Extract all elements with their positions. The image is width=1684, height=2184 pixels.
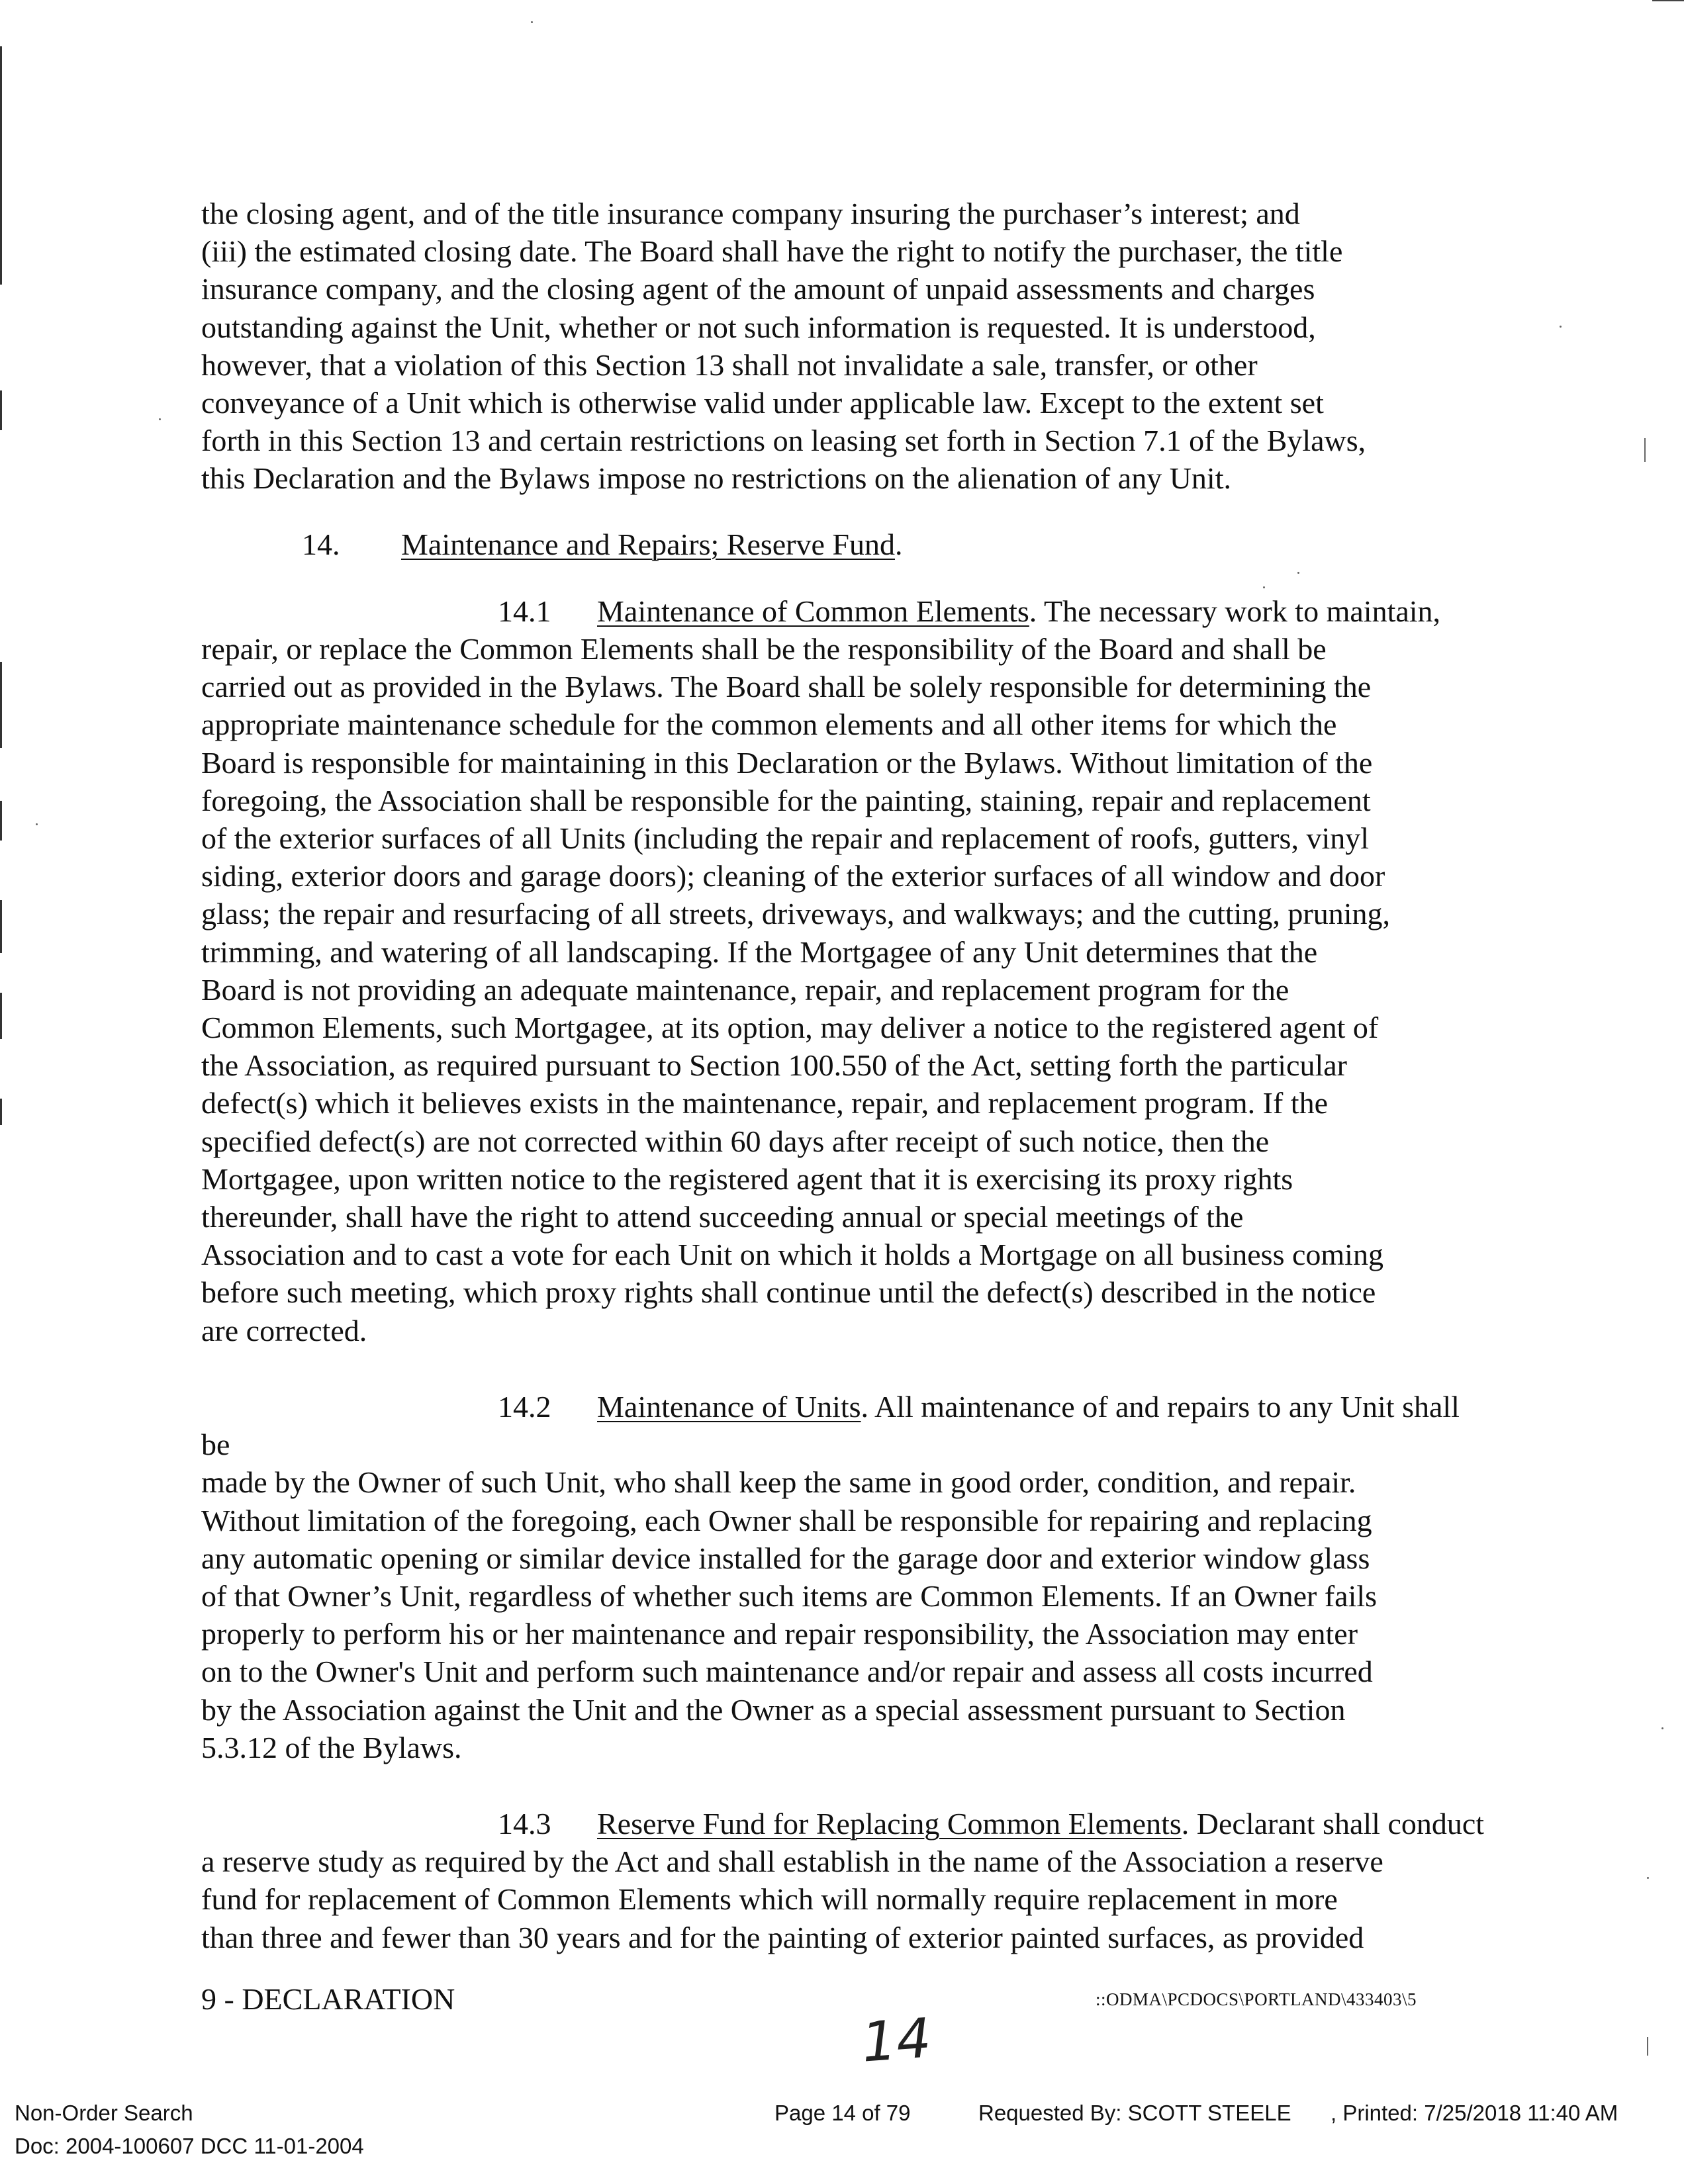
text-line: forth in this Section 13 and certain restrictions on leasing set forth in Section 7.1 of the Bylaws, [201, 424, 1366, 458]
text-line: the Association, as required pursuant to Section 100.550 of the Act, setting forth the particular [201, 1048, 1347, 1083]
subsection-first-line-text: . The necessary work to maintain, [1029, 594, 1441, 628]
text-line: any automatic opening or similar device installed for the garage door and exterior window glass [201, 1541, 1370, 1575]
scan-speck [1647, 2037, 1648, 2056]
subsection-14-1 [201, 592, 1492, 1349]
section-14-heading [201, 525, 1492, 563]
scan-edge-line [0, 390, 2, 430]
text-line: carried out as provided in the Bylaws. The Board shall be solely responsible for determining the [201, 670, 1372, 704]
text-line: Without limitation of the foregoing, each Owner shall be responsible for repairing and replacing [201, 1503, 1372, 1537]
text-line: siding, exterior doors and garage doors); cleaning of the exterior surfaces of all window and door [201, 859, 1385, 893]
scan-edge-line [0, 46, 2, 285]
text-line: appropriate maintenance schedule for the common elements and all other items for which the [201, 707, 1337, 742]
scan-speck [1644, 438, 1646, 462]
text-line: by the Association against the Unit and the Owner as a special assessment pursuant to Section [201, 1692, 1346, 1727]
section-number: 14. [302, 527, 340, 561]
subsection-first-line [201, 592, 1492, 630]
printed-timestamp: , Printed: 7/25/2018 11:40 AM [1331, 2101, 1618, 2125]
text-line: thereunder, shall have the right to attend succeeding annual or special meetings of the [201, 1200, 1244, 1234]
section-title-period: . [895, 527, 903, 561]
scan-speck [531, 21, 533, 23]
subsection-first-line-text: . Declarant shall conduct [1181, 1806, 1485, 1841]
subsection-first-line [201, 1388, 1492, 1463]
text-line: 5.3.12 of the Bylaws. [201, 1730, 462, 1764]
scan-edge-line [0, 993, 2, 1039]
handwritten-page-number: 14 [859, 2007, 933, 2075]
subsection-title: Maintenance of Common Elements [597, 594, 1029, 628]
text-line: insurance company, and the closing agent of the amount of unpaid assessments and charges [201, 272, 1315, 306]
text-line: Board is not providing an adequate maintenance, repair, and replacement program for the [201, 972, 1289, 1007]
text-line: conveyance of a Unit which is otherwise valid under applicable law. Except to the extent set [201, 386, 1324, 420]
subsection-number: 14.1 [498, 594, 551, 628]
scan-edge-line [0, 662, 2, 748]
text-line: on to the Owner's Unit and perform such maintenance and/or repair and assess all costs incurred [201, 1655, 1373, 1689]
document-reference: Doc: 2004-100607 DCC 11-01-2004 [15, 2134, 364, 2158]
footer-document-path: ::ODMA\PCDOCS\PORTLAND\433403\5 [1096, 1989, 1417, 2009]
text-line: foregoing, the Association shall be responsible for the painting, staining, repair and replacement [201, 783, 1371, 817]
text-line: fund for replacement of Common Elements which will normally require replacement in more [201, 1882, 1338, 1917]
text-line: this Declaration and the Bylaws impose no restrictions on the alienation of any Unit. [201, 461, 1231, 496]
text-line: Association and to cast a vote for each Unit on which it holds a Mortgage on all business coming [201, 1238, 1383, 1272]
text-line: specified defect(s) are not corrected within 60 days after receipt of such notice, then the [201, 1124, 1270, 1158]
scan-speck [1560, 326, 1562, 328]
text-line: defect(s) which it believes exists in the maintenance, repair, and replacement program. If the [201, 1086, 1328, 1120]
text-line: trimming, and watering of all landscaping. If the Mortgagee of any Unit determines that the [201, 934, 1318, 969]
footer-page-label: 9 - DECLARATION [201, 1982, 455, 2016]
text-line: outstanding against the Unit, whether or not such information is requested. It is understood, [201, 310, 1316, 344]
text-line: properly to perform his or her maintenance and repair responsibility, the Association may enter [201, 1617, 1358, 1651]
text-line: however, that a violation of this Section 13 shall not invalidate a sale, transfer, or other [201, 347, 1258, 382]
scan-edge-mark [1652, 0, 1684, 1]
page-count: Page 14 of 79 [774, 2101, 911, 2125]
subsection-first-line-text: . All maintenance of and repairs to any Unit shall be [201, 1389, 1460, 1462]
subsection-number: 14.3 [498, 1806, 551, 1841]
scan-edge-line [0, 1099, 2, 1125]
text-line: (iii) the estimated closing date. The Board shall have the right to notify the purchaser, the title [201, 234, 1343, 269]
text-line: of that Owner’s Unit, regardless of whether such items are Common Elements. If an Owner fails [201, 1578, 1378, 1613]
text-line: Common Elements, such Mortgagee, at its option, may deliver a notice to the registered agent of [201, 1011, 1379, 1045]
paragraph-intro [201, 195, 1492, 498]
scan-edge-line [0, 801, 2, 841]
scan-speck [1647, 1877, 1649, 1879]
subsection-14-3 [201, 1805, 1492, 1956]
subsection-title: Maintenance of Units [597, 1389, 861, 1424]
text-line: are corrected. [201, 1313, 367, 1347]
text-line: glass; the repair and resurfacing of all streets, driveways, and walkways; and the cutting, pruning, [201, 897, 1391, 931]
section-title: Maintenance and Repairs; Reserve Fund [401, 527, 895, 561]
scan-edge-line [0, 900, 2, 953]
subsection-first-line [201, 1805, 1492, 1843]
scan-speck [159, 418, 161, 420]
subsection-title: Reserve Fund for Replacing Common Elements [597, 1806, 1182, 1841]
text-line: than three and fewer than 30 years and for the painting of exterior painted surfaces, as provided [201, 1920, 1364, 1954]
scan-speck [1661, 1727, 1663, 1729]
text-line: before such meeting, which proxy rights shall continue until the defect(s) described in the notice [201, 1275, 1376, 1310]
document-body [201, 195, 1492, 1956]
text-line: a reserve study as required by the Act and shall establish in the name of the Association a reserve [201, 1844, 1383, 1879]
scan-speck [36, 823, 38, 825]
text-line: of the exterior surfaces of all Units (including the repair and replacement of roofs, gutters, vinyl [201, 821, 1370, 856]
text-line: the closing agent, and of the title insurance company insuring the purchaser’s interest; and [201, 197, 1300, 230]
text-line: made by the Owner of such Unit, who shall keep the same in good order, condition, and repair. [201, 1465, 1356, 1500]
subsection-number: 14.2 [498, 1389, 551, 1424]
requested-by: Requested By: SCOTT STEELE [978, 2101, 1291, 2125]
search-type: Non-Order Search [15, 2101, 193, 2125]
subsection-14-2 [201, 1388, 1492, 1766]
text-line: repair, or replace the Common Elements shall be the responsibility of the Board and shall be [201, 632, 1327, 666]
recorder-stamp [0, 2091, 1684, 2184]
text-line: Board is responsible for maintaining in this Declaration or the Bylaws. Without limitation of the [201, 745, 1373, 780]
text-line: Mortgagee, upon written notice to the registered agent that it is exercising its proxy rights [201, 1161, 1293, 1196]
